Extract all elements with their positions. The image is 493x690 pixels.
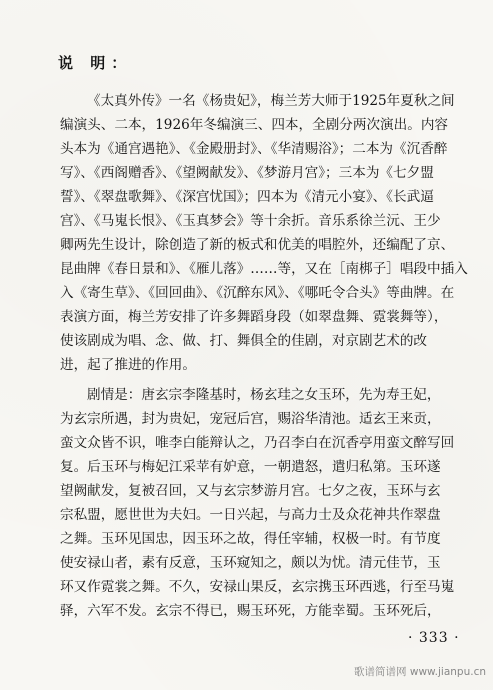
paragraph-line: 进，起了推进的作用。 (60, 357, 196, 373)
text-line (0, 282, 493, 304)
paragraph-line: 誓》、《翠盘歌舞》、《深宫忧国》；四本为《清元小宴》、《长武逼 (60, 189, 434, 205)
paragraph-line: 入《寄生草》、《回回曲》、《沉醉东风》、《哪吒令合头》等曲牌。在 (60, 285, 455, 301)
page-number: · 333 · (408, 630, 460, 646)
text-line (0, 114, 493, 136)
paragraph-line: 为玄宗所遇，封为贵妃，宠冠后宫，赐浴华清池。适玄王来贡， (60, 411, 441, 427)
paragraph-line: 使该剧成为唱、念、做、打、舞俱全的佳剧，对京剧艺术的改 (60, 333, 428, 349)
section-heading: 说 明： (58, 54, 133, 72)
paragraph-line: 复。后玉环与梅妃江采苹有妒意，一朝遣怒，遣归私第。玉环遂 (60, 459, 441, 475)
paragraph-line: 蛮文众皆不识，唯李白能辩认之，乃召李白在沉香亭用蛮文醉写回 (60, 435, 455, 451)
site-watermark: 歌谱简谱网 www.jianpu.cn (354, 666, 486, 678)
paragraph-line: 卿两先生设计，除创造了新的板式和优美的唱腔外，还编配了京、 (60, 237, 455, 253)
paragraph-line: 宫》、《马嵬长恨》、《玉真梦会》等十余折。音乐系徐兰沅、王少 (60, 213, 441, 229)
text-line (0, 552, 493, 574)
text-line (0, 576, 493, 598)
text-line (0, 186, 493, 208)
paragraph-line: 宗私盟，愿世世为夫妇。一日兴起，与高力士及众花神共作翠盘 (60, 507, 441, 523)
text-line (0, 306, 493, 328)
paragraph-line: 写》、《西阁赠香》、《望阙献发》、《梦游月宫》；三本为《七夕盟 (60, 165, 434, 181)
text-line (0, 90, 493, 112)
text-line (0, 480, 493, 502)
paragraph-line: 《太真外传》一名《杨贵妃》，梅兰芳大师于1925年夏秋之间 (87, 93, 455, 109)
text-line (0, 504, 493, 526)
paragraph-line: 编演头、二本，1926年冬编演三、四本，全剧分两次演出。内容 (60, 117, 449, 133)
text-line (0, 528, 493, 550)
paragraph-line: 昆曲牌《春日景和》、《雁儿落》……等，又在［南梆子］唱段中插入 (60, 261, 468, 277)
text-line (0, 234, 493, 256)
paragraph-line: 剧情是：唐玄宗李隆基时，杨玄珪之女玉环，先为寿王妃， (87, 387, 441, 403)
text-line (0, 354, 493, 376)
paragraph-line: 之舞。玉环见国忠，因玉环之故，得任宰辅，权极一时。有节度 (60, 531, 441, 547)
text-line (0, 600, 493, 622)
paragraph-line: 驿，六军不发。玄宗不得已，赐玉环死，方能幸蜀。玉环死后， (60, 603, 441, 619)
text-line (0, 384, 493, 406)
text-line (0, 138, 493, 160)
text-line (0, 432, 493, 454)
text-line (0, 162, 493, 184)
text-line (0, 330, 493, 352)
paragraph-line: 环又作霓裳之舞。不久，安禄山果反，玄宗携玉环西逃，行至马嵬 (60, 579, 455, 595)
text-line (0, 456, 493, 478)
text-line (0, 210, 493, 232)
paragraph-line: 表演方面，梅兰芳安排了许多舞蹈身段（如翠盘舞、霓裳舞等）， (60, 309, 448, 325)
paragraph-line: 使安禄山者，素有反意，玉环窥知之，颇以为忧。清元佳节，玉 (60, 555, 441, 571)
text-line (0, 408, 493, 430)
paragraph-line: 头本为《通宫遇艳》、《金殿册封》、《华清赐浴》；二本为《沉香醉 (60, 141, 448, 157)
text-line (0, 258, 493, 280)
paragraph-line: 望阙献发，复被召回，又与玄宗梦游月宫。七夕之夜，玉环与玄 (60, 483, 441, 499)
